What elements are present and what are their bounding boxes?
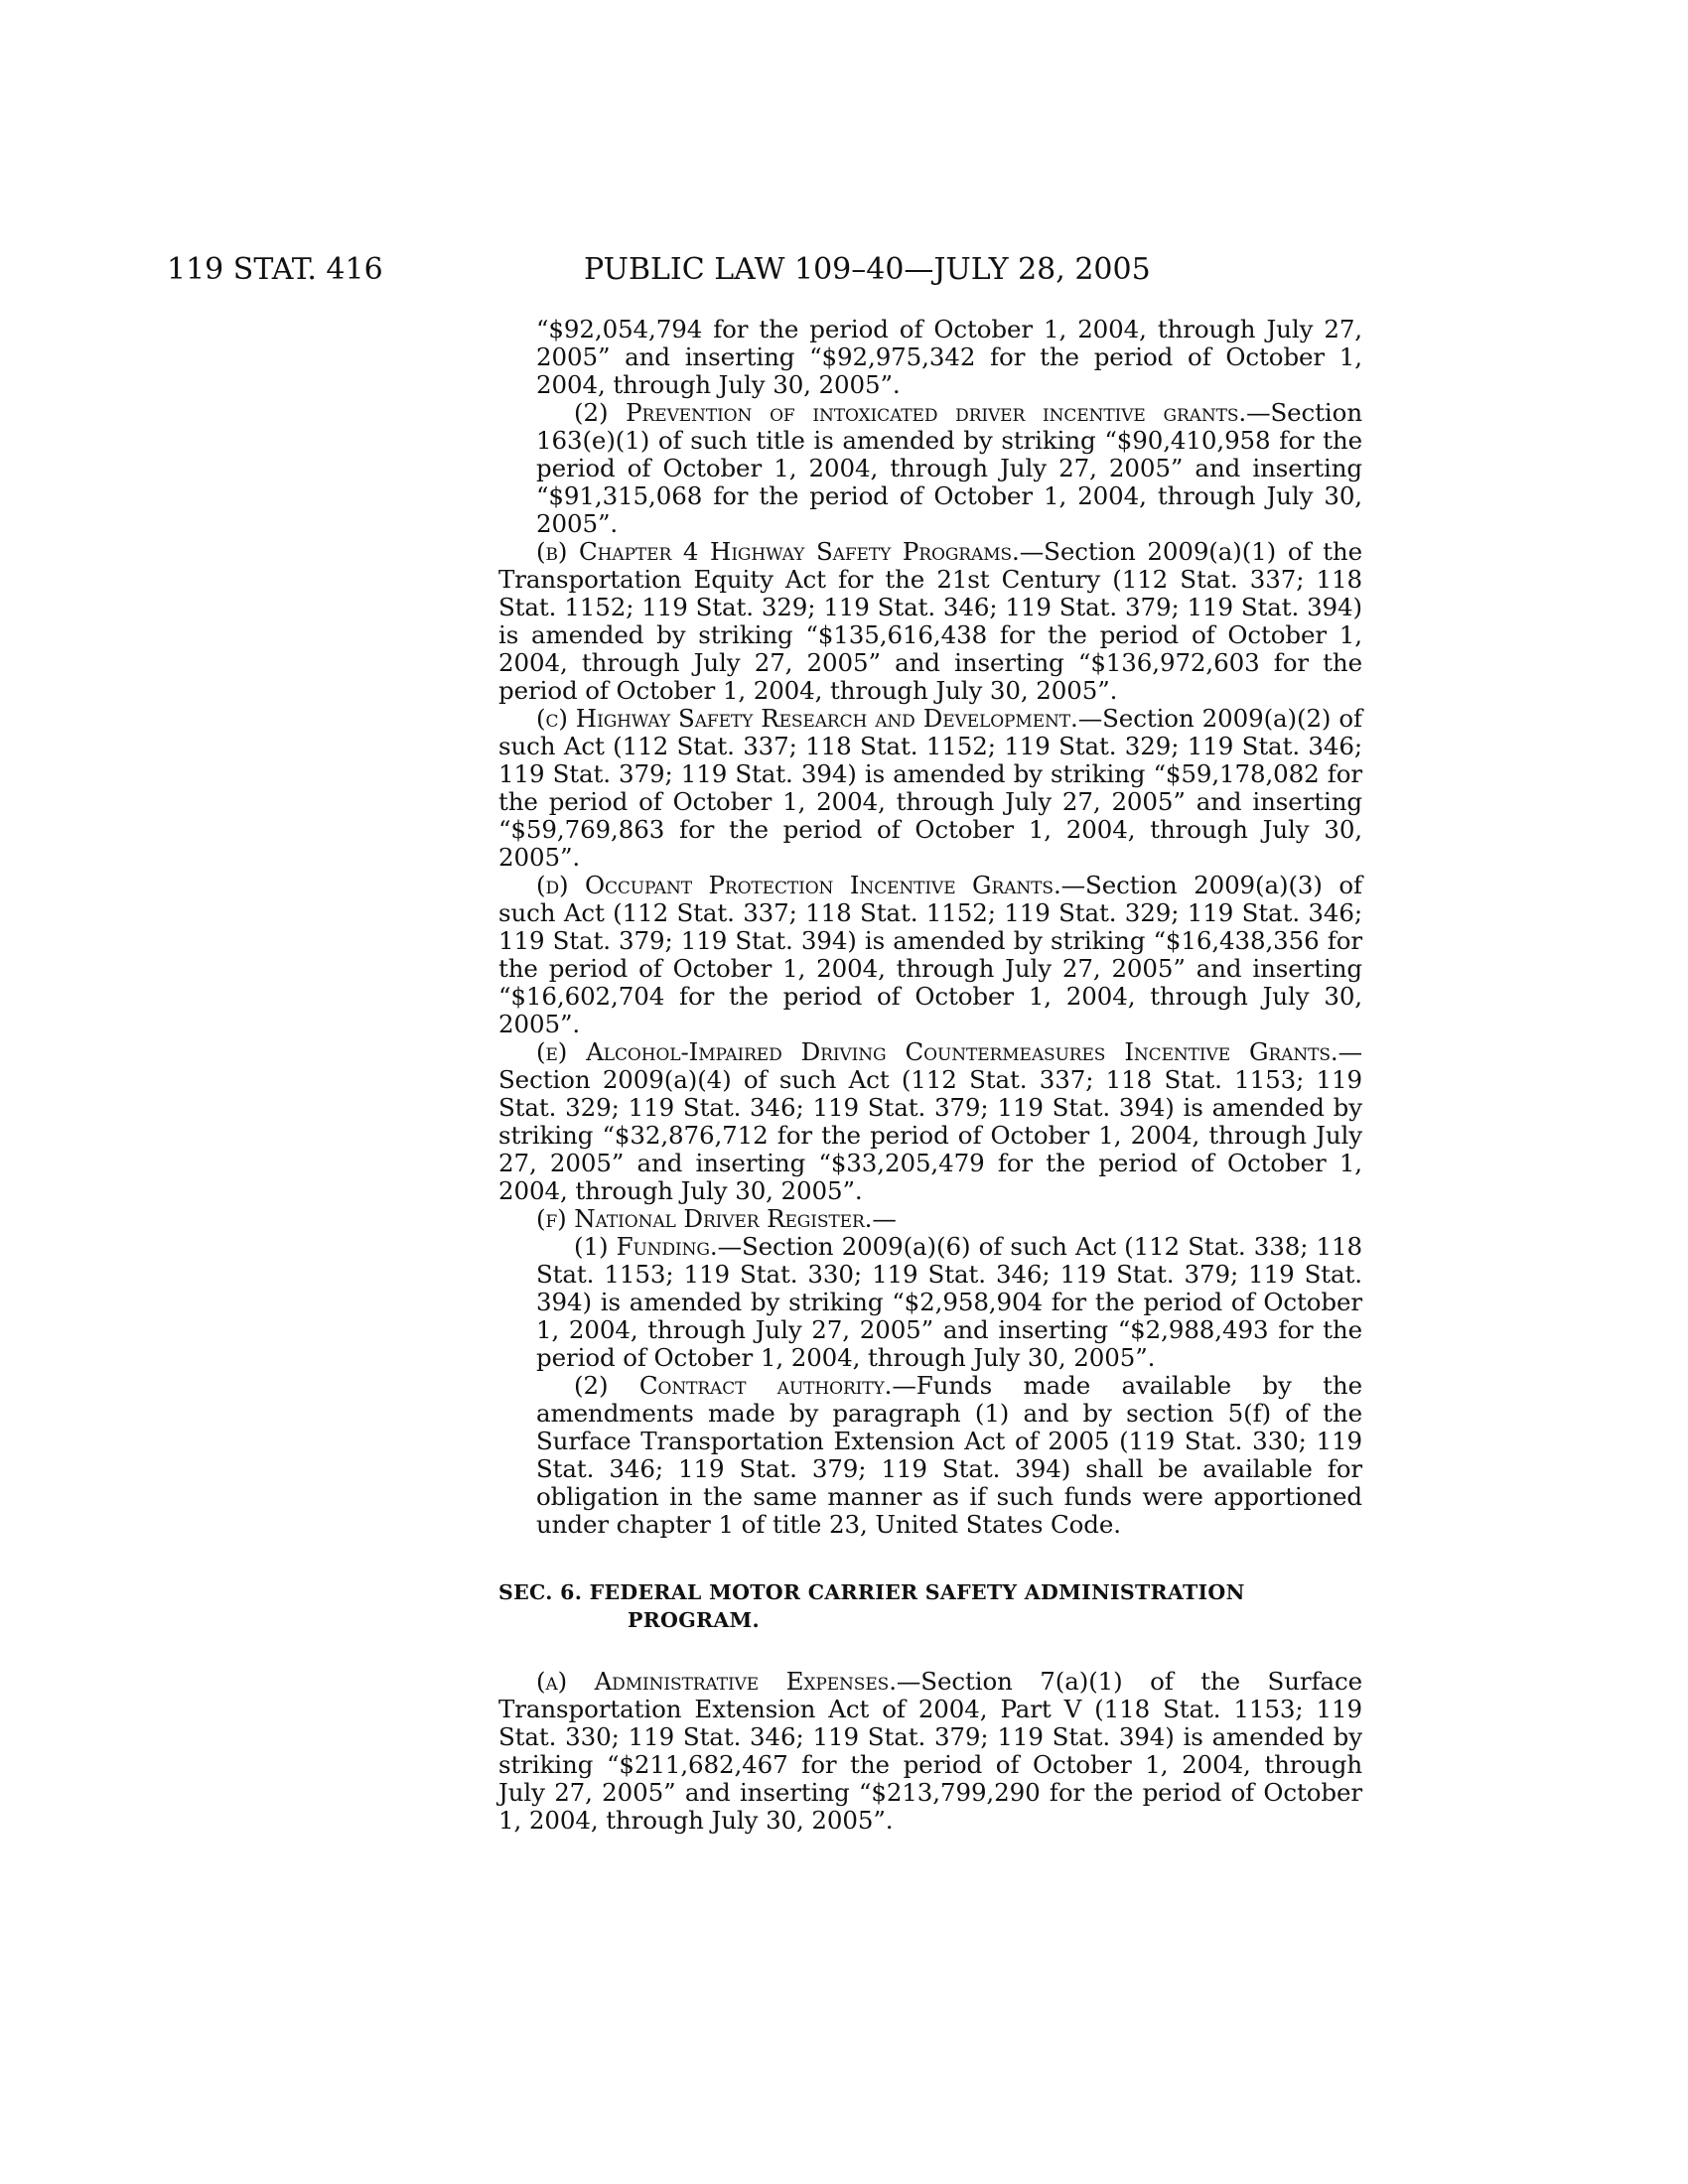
paragraph-heading: (2) Contract authority.: [574, 1371, 893, 1400]
paragraph-d: (d) Occupant Protection Incentive Grants.—Section 2009(a)(3) of such Act (112 Stat. 337; 118 Stat. 1152; 119 Stat. 329; 119 Stat. 346; 119 Stat. 379; 119 Stat. 394) is amended by striking “$16,438,356 for the period of October 1, 2004, through July 27, 2005” and inserting “$16,602,704 for the period of October 1, 2004, through July 30, 2005”.: [498, 871, 1363, 1038]
paragraph-heading: (e) Alcohol-Impaired Driving Countermeasures Incentive Grants.: [536, 1037, 1338, 1066]
paragraph-heading: (2) Prevention of intoxicated driver incentive grants.: [574, 398, 1247, 427]
paragraph-continuation: “$92,054,794 for the period of October 1, 2004, through July 27, 2005” and inserting “$92,975,342 for the period of October 1, 2004, through July 30, 2005”.: [536, 315, 1362, 399]
paragraph-heading: (c) Highway Safety Research and Development.: [536, 704, 1078, 733]
paragraph-c: (c) Highway Safety Research and Development.—Section 2009(a)(2) of such Act (112 Stat. 337; 118 Stat. 1152; 119 Stat. 329; 119 Stat. 346; 119 Stat. 379; 119 Stat. 394) is amended by striking “$59,178,082 for the period of October 1, 2004, through July 27, 2005” and inserting “$59,769,863 for the period of October 1, 2004, through July 30, 2005”.: [498, 704, 1362, 872]
running-header: [167, 250, 1358, 290]
paragraph-f1: (1) Funding.—Section 2009(a)(6) of such Act (112 Stat. 338; 118 Stat. 1153; 119 Stat. 330; 119 Stat. 346; 119 Stat. 379; 119 Stat. 394) is amended by striking “$2,958,904 for the period of October 1, 2004, through July 27, 2005” and inserting “$2,988,493 for the period of October 1, 2004, through July 30, 2005”.: [536, 1232, 1362, 1372]
paragraph-sec6-a: (a) Administrative Expenses.—Section 7(a)(1) of the Surface Transportation Extension Act of 2004, Part V (118 Stat. 1153; 119 Stat. 330; 119 Stat. 346; 119 Stat. 379; 119 Stat. 394) is amended by striking “$211,682,467 for the period of October 1, 2004, through July 27, 2005” and inserting “$213,799,290 for the period of October 1, 2004, through July 30, 2005”.: [498, 1667, 1362, 1835]
paragraph-f2: (2) Contract authority.—Funds made available by the amendments made by paragraph (1) and by section 5(f) of the Surface Transportation Extension Act of 2005 (119 Stat. 330; 119 Stat. 346; 119 Stat. 379; 119 Stat. 394) shall be available for obligation in the same manner as if such funds were apportioned under chapter 1 of title 23, United States Code.: [536, 1371, 1363, 1539]
law-title: PUBLIC LAW 109–40—JULY 28, 2005: [584, 252, 1151, 287]
paragraph-heading: (d) Occupant Protection Incentive Grants.: [536, 871, 1061, 899]
paragraph-heading: (b) Chapter 4 Highway Safety Programs.: [536, 537, 1020, 566]
paragraph-b: (b) Chapter 4 Highway Safety Programs.—Section 2009(a)(1) of the Transportation Equity Act for the 21st Century (112 Stat. 337; 118 Stat. 1152; 119 Stat. 329; 119 Stat. 346; 119 Stat. 379; 119 Stat. 394) is amended by striking “$135,616,438 for the period of October 1, 2004, through July 27, 2005” and inserting “$136,972,603 for the period of October 1, 2004, through July 30, 2005”.: [498, 537, 1362, 705]
paragraph-f: (f) National Driver Register.—: [536, 1204, 897, 1233]
paragraph-e: (e) Alcohol-Impaired Driving Countermeasures Incentive Grants.—Section 2009(a)(4) of such Act (112 Stat. 337; 118 Stat. 1153; 119 Stat. 329; 119 Stat. 346; 119 Stat. 379; 119 Stat. 394) is amended by striking “$32,876,712 for the period of October 1, 2004, through July 27, 2005” and inserting “$33,205,479 for the period of October 1, 2004, through July 30, 2005”.: [498, 1037, 1362, 1205]
document-body: [498, 316, 1362, 1835]
paragraph-a2: (2) Prevention of intoxicated driver incentive grants.—Section 163(e)(1) of such title is amended by striking “$90,410,958 for the period of October 1, 2004, through July 27, 2005” and inserting “$91,315,068 for the period of October 1, 2004, through July 30, 2005”.: [536, 398, 1362, 538]
section-heading: SEC. 6. FEDERAL MOTOR CARRIER SAFETY ADMINISTRATION PROGRAM.: [498, 1580, 1245, 1632]
paragraph-heading: (f) National Driver Register.: [536, 1204, 873, 1233]
paragraph-heading: (1) Funding.: [574, 1232, 718, 1261]
paragraph-heading: (a) Administrative Expenses.: [536, 1667, 897, 1696]
stat-page-number: 119 STAT. 416: [167, 252, 383, 287]
